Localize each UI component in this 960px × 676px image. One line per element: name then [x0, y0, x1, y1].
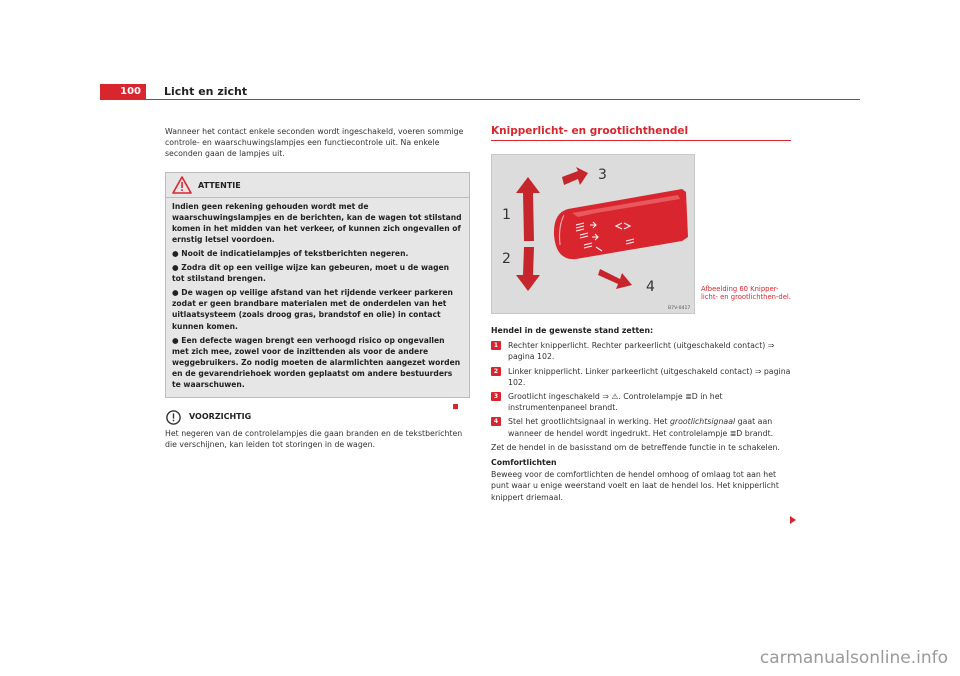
step-text-pre: Stel het grootlichtsignaal in werking. Het	[508, 417, 670, 427]
caution-text: Het negeren van de controlelampjes die gaan branden en de tekstberichten die verschijnen, kan leiden tot storingen in de wagen.	[165, 429, 463, 450]
warning-intro: Indien geen rekening gehouden wordt met de waarschuwingslampjes en de berichten, kan de wagen tot stilstand komen in het midden van het verkeer, of kunnen zich ongevallen of ernstig letsel voordoen.	[172, 201, 462, 244]
lever-illustration	[491, 154, 695, 314]
page-header	[100, 84, 860, 100]
callout-3: 3	[598, 167, 607, 183]
page-title: Licht en zicht	[164, 85, 248, 98]
callout-2: 2	[502, 251, 511, 267]
step-badge: 1	[491, 341, 501, 350]
warning-bullet-text: Een defecte wagen brengt een verhoogd risico op ongevallen met zich mee, zowel voor de inzittenden als voor de andere weggebruikers. Zo nodig moeten de alarmlichten aangezet worden en de gevarendriehoek worden geplaatst om andere bestuurders te waarschuwen.	[172, 335, 461, 390]
header-rule	[146, 99, 860, 100]
right-column	[491, 125, 791, 502]
step-text-post: gaat aan wanneer de hendel wordt ingedrukt. Het controlelampje ≣D brandt.	[508, 417, 774, 438]
warning-bullet: ● Zodra dit op een veilige wijze kan gebeuren, moet u de wagen tot stilstand brengen.	[172, 263, 450, 284]
warning-label: ATTENTIE	[198, 180, 241, 190]
instructions	[491, 325, 791, 507]
caution-block	[165, 410, 470, 450]
page-number: 100	[100, 84, 146, 100]
exclamation-circle-icon	[166, 410, 181, 425]
comfort-paragraph: Beweeg voor de comfortlichten de hendel omhoog of omlaag tot aan het punt waar u enige weerstand voelt en laat de hendel los. Het knipperlicht knippert driemaal.	[491, 470, 779, 502]
warning-triangle-icon	[172, 176, 192, 194]
step-badge: 4	[491, 417, 501, 426]
warning-bullet-text: Nooit de indicatielampjes of tekstberichten negeren.	[181, 248, 409, 258]
warning-bullet: ● Nooit de indicatielampjes of tekstberichten negeren.	[172, 248, 409, 258]
instructions-lead: Hendel in de gewenste stand zetten:	[491, 326, 654, 335]
step-text: Linker knipperlicht. Linker parkeerlicht (uitgeschakeld contact) ⇒ pagina 102.	[508, 366, 791, 387]
intro-paragraph: Wanneer het contact enkele seconden wordt ingeschakeld, voeren sommige controle- en waarschuwingslampjes een functiecontrole uit. Na enkele seconden gaan de lampjes uit.	[165, 127, 464, 159]
step-item	[491, 416, 791, 438]
step-badge: 2	[491, 367, 501, 376]
comfort-heading: Comfortlichten	[491, 458, 557, 468]
warning-bullet-text: De wagen op veilige afstand van het rijdende verkeer parkeren zodat er geen brandbare materialen met de onderdelen van het uitlaatsysteem (zoals droog gras, brandstof en olie) in contact kunnen komen.	[172, 288, 453, 331]
figure-code: B7V-0417	[668, 306, 691, 311]
warning-box	[165, 172, 470, 399]
step-item	[491, 391, 791, 413]
step-item	[491, 366, 791, 388]
step-badge: 3	[491, 392, 501, 401]
callout-4: 4	[646, 279, 655, 295]
warning-header	[166, 173, 469, 198]
warning-body	[166, 198, 469, 391]
callout-1: 1	[502, 207, 511, 223]
basis-paragraph: Zet de hendel in de basisstand om de betreffende functie in te schakelen.	[491, 442, 780, 452]
section-title: Knipperlicht- en grootlichthendel	[491, 126, 791, 141]
lever-drawing	[492, 155, 694, 313]
warning-bullet: ● Een defecte wagen brengt een verhoogd risico op ongevallen met zich mee, zowel voor de inzittenden als voor de andere weggebruikers. Zo nodig moeten de alarmlichten aangezet worden en de gevarendriehoek worden geplaatst om andere bestuurders te waarschuwen.	[172, 335, 461, 390]
warning-bullet-text: Zodra dit op een veilige wijze kan gebeuren, moet u de wagen tot stilstand brengen.	[172, 263, 450, 284]
caution-label: VOORZICHTIG	[189, 412, 252, 422]
continue-arrow-icon	[790, 516, 796, 524]
step-item	[491, 340, 791, 362]
step-text-italic: grootlichtsignaal	[669, 417, 736, 427]
figure-caption: Afbeelding 60 Knipper-licht- en grootlichthen-del.	[701, 285, 791, 302]
warning-bullet: ● De wagen op veilige afstand van het rijdende verkeer parkeren zodat er geen brandbare materialen met de onderdelen van het uitlaatsysteem (zoals droog gras, brandstof en olie) in contact kunnen komen.	[172, 288, 453, 331]
step-text: Rechter knipperlicht. Rechter parkeerlicht (uitgeschakeld contact) ⇒ pagina 102.	[508, 341, 775, 362]
step-text: Grootlicht ingeschakeld ⇒ ⚠. Controlelampje ≣D in het instrumentenpaneel brandt.	[508, 392, 723, 413]
left-column	[165, 126, 470, 451]
section-end-marker	[453, 404, 458, 409]
watermark: carmanualsonline.info	[759, 648, 948, 668]
